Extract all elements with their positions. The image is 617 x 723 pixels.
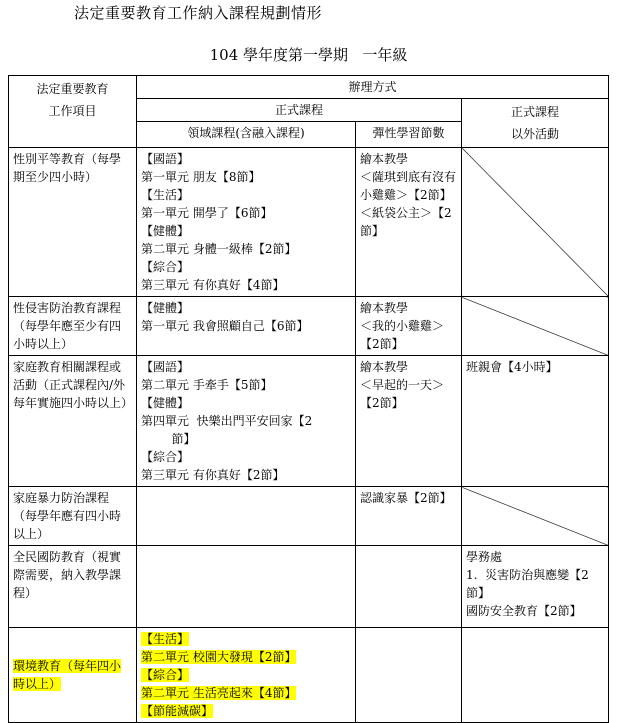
extra-cell-empty [462,148,609,297]
header-formal: 正式課程 [137,99,462,122]
semester-title: 104 學年度第一學期 一年級 [209,46,408,64]
domain-cell [137,628,356,723]
curriculum-plan-table [8,75,609,723]
flexible-cell: 繪本教學 ＜我的小雞雞＞【2節】 [356,297,462,356]
highlighted-item-text: 環境教育（每年四小時以上） [13,659,122,691]
flexible-cell-empty [356,628,462,723]
table-row [9,297,609,356]
highlighted-line: 【綜合】 [141,668,190,682]
flexible-cell: 繪本教學 ＜薩琪到底有沒有小雞雞＞【2節】 ＜紙袋公主＞【2節】 [356,148,462,297]
item-cell: 家庭教育相關課程或活動（正式課程內/外每年實施四小時以上） [9,356,137,487]
domain-cell: 【國語】 第二單元 手牽手【5節】 【健體】 第四單元 快樂出門平安回家【2 節】 【綜合】 第三單元 有你真好【2節】 [137,356,356,487]
domain-cell-empty [137,487,356,546]
item-cell: 性別平等教育（每學期至少四小時） [9,148,137,297]
extra-cell: 班親會【4小時】 [462,356,609,487]
table-row [9,546,609,628]
header-flexible: 彈性學習節數 [356,122,462,148]
item-cell: 性侵害防治教育課程（每學年應至少有四小時以上） [9,297,137,356]
header-method: 辦理方式 [137,76,609,99]
extra-cell-empty [462,628,609,723]
item-cell: 全民國防教育（視實際需要，納入教學課程） [9,546,137,628]
highlighted-line: 【節能減碳】 [141,704,214,718]
item-cell [9,628,137,723]
document-title: 法定重要教育工作納入課程規劃情形 [74,4,323,22]
flexible-cell-empty [356,546,462,628]
table-row [9,148,609,297]
flexible-cell: 繪本教學 ＜早起的一天＞ 【2節】 [356,356,462,487]
domain-cell-empty [137,546,356,628]
highlighted-line: 第二單元 生活亮起來【4節】 [141,686,297,700]
highlighted-line: 【生活】 [141,632,190,646]
flexible-cell: 認識家暴【2節】 [356,487,462,546]
table-row [9,628,609,723]
header-domain: 領域課程(含融入課程) [137,122,356,148]
header-item: 法定重要教育 工作項目 [9,76,137,148]
table-row [9,487,609,546]
extra-cell-empty [462,297,609,356]
item-cell: 家庭暴力防治課程（每學年應有四小時以上） [9,487,137,546]
extra-cell-empty [462,487,609,546]
header-extra: 正式課程 以外活動 [462,99,609,148]
highlighted-line: 第二單元 校園大發現【2節】 [141,650,297,664]
table-row [9,356,609,487]
domain-cell: 【健體】 第一單元 我會照顧自己【6節】 [137,297,356,356]
extra-cell: 學務處 1. 災害防治與應變【2節】 國防安全教育【2節】 [462,546,609,628]
header-row-1 [9,76,609,99]
domain-cell: 【國語】 第一單元 朋友【8節】 【生活】 第一單元 開學了【6節】 【健體】 第二單元 身體一級棒【2節】 【綜合】 第三單元 有你真好【4節】 [137,148,356,297]
